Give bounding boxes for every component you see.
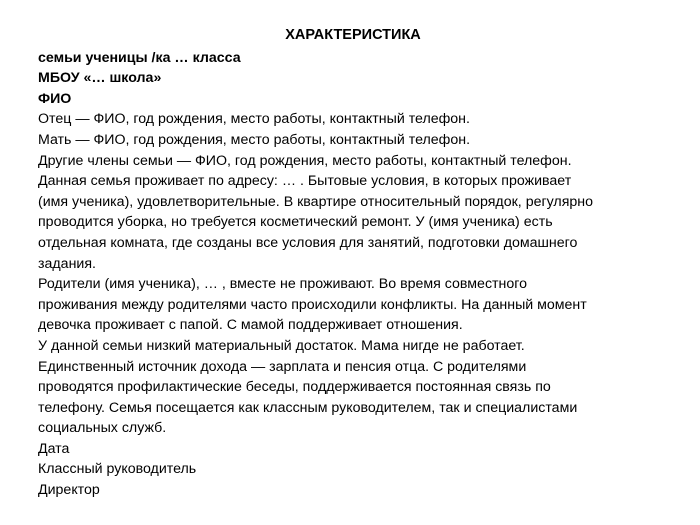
text-line: телефону. Семья посещается как классным руководителем, так и специалистами bbox=[38, 399, 578, 416]
text-line: социальных служб. bbox=[38, 420, 167, 437]
text-line: проживания между родителями часто происходили конфликты. На данный момент bbox=[38, 296, 587, 313]
header-line-class: семьи ученицы /ка … класса bbox=[38, 49, 241, 66]
header-line-fio: ФИО bbox=[38, 90, 72, 107]
header-line-school: МБОУ «… школа» bbox=[38, 70, 162, 87]
text-line: У данной семьи низкий материальный достаток. Мама нигде не работает. bbox=[38, 337, 525, 354]
text-line: отдельная комната, где созданы все условия для занятий, подготовки домашнего bbox=[38, 234, 578, 251]
text-line: проводятся профилактические беседы, поддерживается постоянная связь по bbox=[38, 379, 551, 396]
text-line: Единственный источник дохода — зарплата и пенсия отца. С родителями bbox=[38, 358, 527, 375]
text-line: Данная семья проживает по адресу: … . Бытовые условия, в которых проживает bbox=[38, 173, 572, 190]
text-line: Мать — ФИО, год рождения, место работы, контактный телефон. bbox=[38, 131, 471, 148]
text-line: Родители (имя ученика), … , вместе не проживают. Во время совместного bbox=[38, 276, 528, 293]
signature-date-label: Дата bbox=[38, 440, 70, 457]
text-line: девочка проживает с папой. С мамой поддерживает отношения. bbox=[38, 317, 463, 334]
text-line: задания. bbox=[38, 255, 96, 272]
text-line: Другие члены семьи — ФИО, год рождения, место работы, контактный телефон. bbox=[38, 152, 572, 169]
document-title: ХАРАКТЕРИСТИКА bbox=[285, 27, 421, 43]
signature-director-label: Директор bbox=[38, 482, 100, 499]
text-line: (имя ученика), удовлетворительные. В квартире относительный порядок, регулярно bbox=[38, 193, 594, 210]
text-line: проводится уборка, но требуется косметический ремонт. У (имя ученика) есть bbox=[38, 214, 553, 231]
text-line: Отец — ФИО, год рождения, место работы, контактный телефон. bbox=[38, 111, 470, 128]
signature-teacher-label: Классный руководитель bbox=[38, 461, 197, 478]
